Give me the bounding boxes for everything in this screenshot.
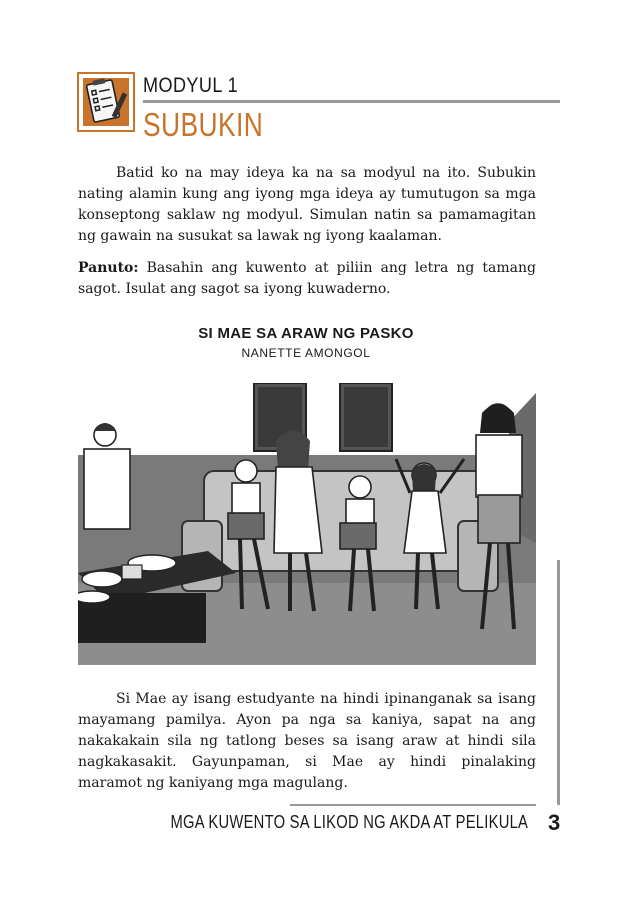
story-author: NANETTE AMONGOL [241, 346, 371, 360]
header-divider [143, 100, 560, 103]
directions-paragraph [78, 258, 536, 300]
footer-title: MGA KUWENTO SA LIKOD NG AKDA AT PELIKULA [170, 812, 528, 832]
directions-text: Basahin ang kuwento at piliin ang letra ng tamang sagot. Isulat ang sagot sa iyong kuwaderno. [78, 260, 536, 297]
footer-divider [290, 804, 536, 806]
section-title: SUBUKIN [143, 106, 264, 143]
intro-paragraph: Batid ko na may ideya ka na sa modyul na ito. Subukin nating alamin kung ang iyong mga ideya ay tumutugon sa mga konseptong saklaw ng modyul. Simulan natin sa pamamagitan ng gawain na susukat sa lawak ng iyong kaalaman. [78, 165, 536, 244]
directions-label: Panuto: [78, 260, 139, 276]
story-paragraph: Si Mae ay isang estudyante na hindi ipinanganak sa isang mayamang pamilya. Ayon pa nga sa kaniya, sapat na ang nakakakain sila ng tatlong beses sa isang araw at hindi sila nagkakasakit. Gayunpaman, si Mae ay hindi pinalaking maramot ng kaniyang mga magulang. [78, 691, 536, 791]
module-label: MODYUL 1 [143, 74, 239, 97]
clipboard-checklist-icon [77, 72, 135, 132]
side-divider [557, 560, 560, 805]
page-number: 3 [548, 810, 561, 835]
story-title: SI MAE SA ARAW NG PASKO [198, 325, 414, 342]
story-illustration [78, 383, 536, 665]
